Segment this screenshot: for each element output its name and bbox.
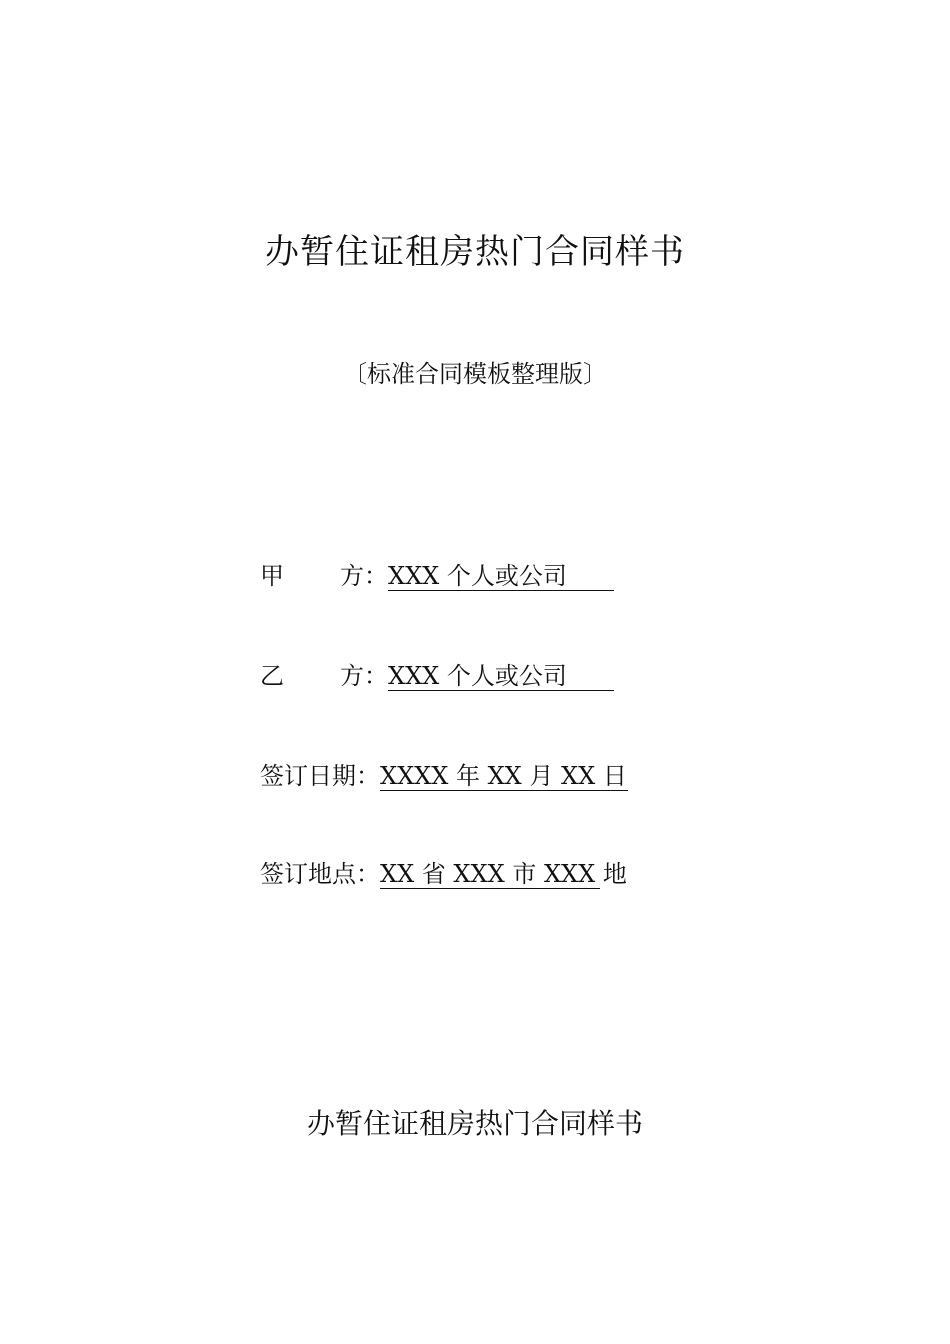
- party-b-label-suffix: 方：: [340, 662, 388, 690]
- party-b-label: [260, 658, 388, 694]
- party-a-value: XXX 个人或公司: [388, 562, 614, 591]
- party-a-label: [260, 558, 388, 594]
- document-subtitle: 〔标准合同模板整理版〕: [343, 360, 607, 388]
- signing-date-value: XXXX 年 XX 月 XX 日: [380, 762, 627, 790]
- party-b-field: [260, 658, 614, 694]
- party-b-value: XXX 个人或公司: [388, 662, 614, 691]
- signing-place-label: 签订地点：: [260, 860, 380, 888]
- party-b-label-char: 乙: [260, 662, 284, 690]
- signing-date-field: [260, 758, 628, 794]
- signing-date-label: 签订日期：: [260, 762, 380, 790]
- party-a-label-char: 甲: [260, 562, 284, 590]
- party-a-field: [260, 558, 614, 594]
- signing-place-value: XX 省 XXX 市 XXX 地: [380, 860, 627, 888]
- signing-place-field: [260, 856, 627, 892]
- document-title: 办暂住证租房热门合同样书: [265, 232, 685, 272]
- party-a-label-suffix: 方：: [340, 562, 388, 590]
- footer-title: 办暂住证租房热门合同样书: [306, 1107, 643, 1140]
